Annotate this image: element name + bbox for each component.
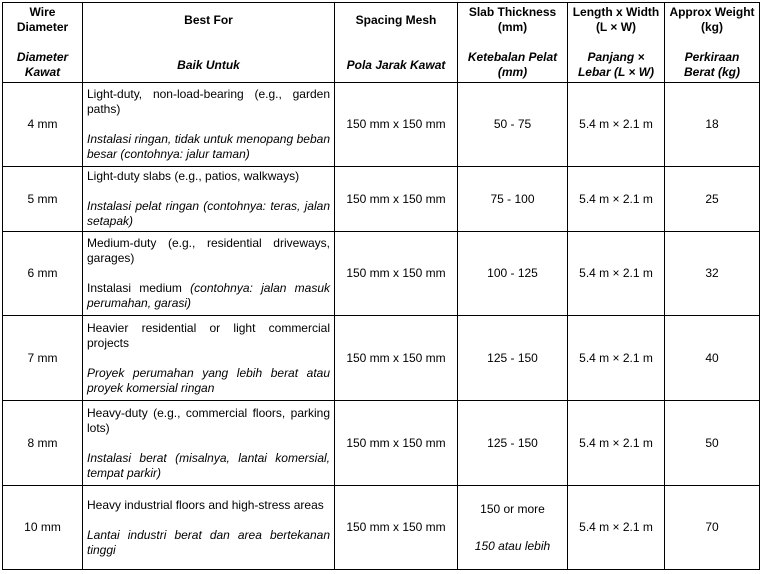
header-size-id: Panjang × Lebar (L × W) [577,50,655,79]
best-for-en: Heavy-duty (e.g., commercial floors, parking lots) [87,405,330,435]
cell-diameter: 10 mm [3,486,83,570]
wire-mesh-spec-table [2,2,760,570]
table-row [3,167,760,232]
best-for-id [87,281,330,311]
cell-best-for [83,83,335,167]
cell-diameter: 8 mm [3,401,83,486]
header-thickness-en: Slab Thickness (mm) [468,5,557,34]
cell-thickness: 125 - 150 [458,316,568,401]
cell-thickness: 100 - 125 [458,232,568,316]
best-for-id-italic: (contohnya: jalan masuk perumahan, garasi) [87,281,331,310]
best-for-id: Lantai industri berat dan area bertekanan tinggi [87,527,330,557]
cell-weight: 70 [665,486,760,570]
header-weight-id: Perkiraan Berat (kg) [683,50,740,79]
table-row [3,486,760,570]
best-for-id: Proyek perumahan yang lebih berat atau proyek komersial ringan [87,365,330,395]
best-for-en: Heavier residential or light commercial projects [87,320,330,350]
header-spacing-id: Pola Jarak Kawat [346,57,446,72]
cell-best-for [83,401,335,486]
cell-diameter: 7 mm [3,316,83,401]
cell-size: 5.4 m × 2.1 m [568,316,665,401]
cell-weight: 40 [665,316,760,401]
header-best-for-id: Baik Untuk [177,57,240,72]
best-for-en: Heavy industrial floors and high-stress areas [87,497,324,512]
header-size-en: Length x Width (L × W) [572,5,660,34]
best-for-en: Light-duty slabs (e.g., patios, walkways) [87,169,300,183]
cell-size: 5.4 m × 2.1 m [568,486,665,570]
cell-diameter: 4 mm [3,83,83,167]
header-spacing [335,3,458,83]
thickness-en: 150 or more [480,501,545,516]
cell-best-for [83,486,335,570]
cell-weight: 25 [665,167,760,232]
thickness-id: 150 atau lebih [474,538,551,553]
cell-best-for [83,232,335,316]
cell-spacing: 150 mm x 150 mm [335,83,458,167]
header-best-for [83,3,335,83]
cell-diameter: 6 mm [3,232,83,316]
table-row [3,83,760,167]
cell-size: 5.4 m × 2.1 m [568,167,665,232]
header-diameter-en: Wire Diameter [16,5,69,34]
cell-diameter: 5 mm [3,167,83,232]
cell-thickness [458,486,568,570]
cell-thickness: 50 - 75 [458,83,568,167]
header-spacing-en: Spacing Mesh [355,12,437,27]
cell-spacing: 150 mm x 150 mm [335,232,458,316]
header-size [568,3,665,83]
header-weight-en: Approx Weight (kg) [669,5,755,34]
header-best-for-en: Best For [184,12,233,27]
header-diameter [3,3,83,83]
header-thickness [458,3,568,83]
cell-thickness: 125 - 150 [458,401,568,486]
best-for-id: Instalasi pelat ringan (contohnya: teras, jalan setapak) [87,199,330,228]
best-for-id-plain: Instalasi medium [87,281,191,295]
cell-weight: 50 [665,401,760,486]
header-row [3,3,760,83]
cell-best-for [83,316,335,401]
cell-weight: 18 [665,83,760,167]
table-row [3,316,760,401]
header-weight [665,3,760,83]
cell-size: 5.4 m × 2.1 m [568,83,665,167]
cell-best-for [83,167,335,232]
table-row [3,232,760,316]
best-for-en: Medium-duty (e.g., residential driveways, garages) [87,236,330,265]
cell-spacing: 150 mm x 150 mm [335,167,458,232]
cell-spacing: 150 mm x 150 mm [335,401,458,486]
best-for-en: Light-duty, non-load-bearing (e.g., garden paths) [87,87,330,116]
table-row [3,401,760,486]
cell-spacing: 150 mm x 150 mm [335,486,458,570]
cell-thickness: 75 - 100 [458,167,568,232]
best-for-id: Instalasi ringan, tidak untuk menopang beban besar (contohnya: jalur taman) [87,132,330,161]
cell-size: 5.4 m × 2.1 m [568,401,665,486]
header-diameter-id: Diameter Kawat [16,50,69,79]
cell-weight: 32 [665,232,760,316]
cell-size: 5.4 m × 2.1 m [568,232,665,316]
cell-spacing: 150 mm x 150 mm [335,316,458,401]
header-thickness-id: Ketebalan Pelat (mm) [467,50,558,79]
best-for-id: Instalasi berat (misalnya, lantai komersial, tempat parkir) [87,450,330,480]
